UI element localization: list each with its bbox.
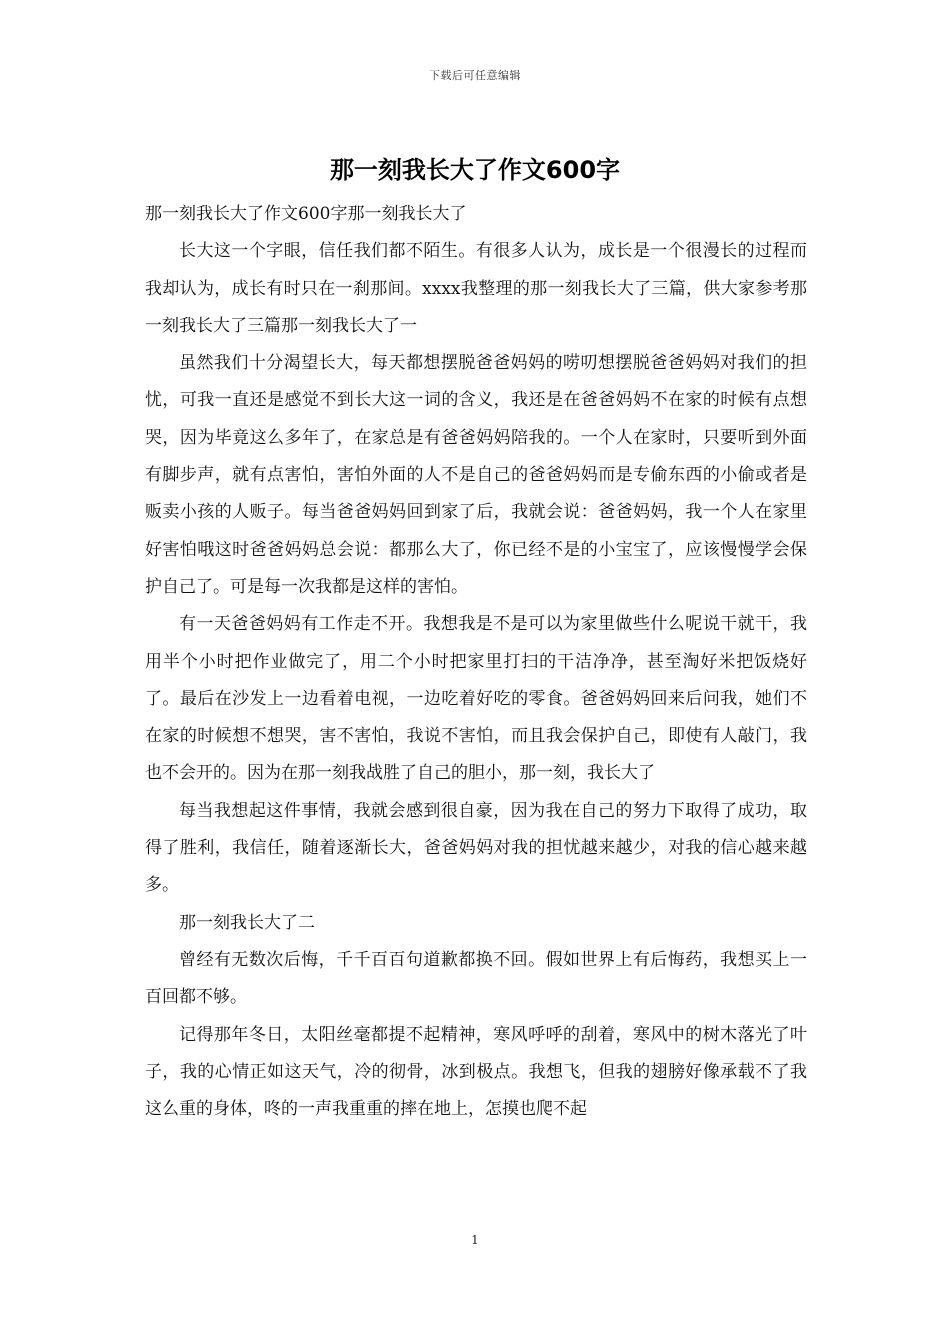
- section-heading: 那一刻我长大了二: [179, 912, 315, 933]
- paragraph: 每当我想起这件事情，我就会感到很自豪，因为我在自己的努力下取得了成功，取得了胜利，我信任，随着逐渐长大，爸爸妈妈对我的担忧越来越少，对我的信心越来越多。: [145, 800, 807, 896]
- paragraph: 记得那年冬日，太阳丝毫都提不起精神，寒风呼呼的刮着，寒风中的树木落光了叶子，我的心情正如这天气，冷的彻骨，冰到极点。我想飞，但我的翅膀好像承载不了我这么重的身体，咚的一声我重重的摔在地上，怎摸也爬不起: [145, 1024, 807, 1120]
- paragraph: 曾经有无数次后悔，千千百百句道歉都换不回。假如世界上有后悔药，我想买上一百回都不够。: [145, 949, 807, 1008]
- paragraph: 长大这一个字眼，信任我们都不陌生。有很多人认为，成长是一个很漫长的过程而我却认为，成长有时只在一刹那间。xxxx我整理的那一刻我长大了三篇，供大家参考那一刻我长大了三篇那一刻我长大了一: [145, 241, 807, 336]
- paragraph-subtitle: 那一刻我长大了作文600字那一刻我长大了: [145, 204, 467, 224]
- page-number: 1: [471, 1233, 479, 1247]
- paragraph: 有一天爸爸妈妈有工作走不开。我想我是不是可以为家里做些什么呢说干就干，我用半个小时把作业做完了，用二个小时把家里打扫的干洁净净，甚至淘好米把饭烧好了。最后在沙发上一边看着电视，一边吃着好吃的零食。爸爸妈妈回来后问我，她们不在家的时候想不想哭，害不害怕，我说不害怕，而且我会保护自己，即使有人敲门，我也不会开的。因为在那一刻我战胜了自己的胆小，那一刻，我长大了: [145, 614, 807, 784]
- page-header: 下载后可任意编辑: [429, 69, 521, 82]
- paragraph: 虽然我们十分渴望长大，每天都想摆脱爸爸妈妈的唠叨想摆脱爸爸妈妈对我们的担忧，可我一直还是感觉不到长大这一词的含义，我还是在爸爸妈妈不在家的时候有点想哭，因为毕竟这么多年了，在家总是有爸爸妈妈陪我的。一个人在家时，只要听到外面有脚步声，就有点害怕，害怕外面的人不是自己的爸爸妈妈而是专偷东西的小偷或者是贩卖小孩的人贩子。每当爸爸妈妈回到家了后，我就会说：爸爸妈妈，我一个人在家里好害怕哦这时爸爸妈妈总会说：都那么大了，你已经不是的小宝宝了，应该慢慢学会保护自己了。可是每一次我都是这样的害怕。: [145, 353, 807, 597]
- document-title: 那一刻我长大了作文600字: [329, 156, 621, 184]
- document-body: [145, 196, 807, 1128]
